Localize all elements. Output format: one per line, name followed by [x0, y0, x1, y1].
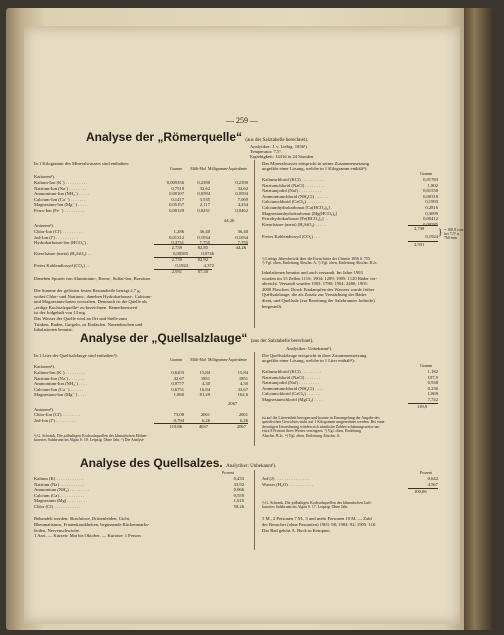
lauge-right-intro-2: ungefähr einer Lösung, welche in 1 Liter enthält³):	[262, 358, 355, 363]
lauge-salt-row	[262, 380, 438, 385]
lauge-kation-gramm: 42,67	[173, 375, 184, 381]
roemer-co2-brace: }	[438, 227, 443, 237]
quellsalz-right-value: 4,567	[427, 481, 438, 487]
lauge-kation-maeq: 4,30	[239, 381, 248, 387]
quellsalz-title	[80, 456, 276, 470]
quellsalz-right-row	[262, 476, 438, 481]
roemer-kiesel-g: 0,00585	[173, 251, 188, 256]
lauge-kation-gramm: 0,0777	[171, 381, 184, 387]
roemer-head-maeq: Milligramm-Äquivalente	[208, 167, 248, 171]
roemer-anion-mmol: 7,755	[199, 240, 210, 246]
roemer-salt-row	[262, 194, 438, 199]
lauge-anion-row	[34, 412, 248, 417]
roemer-salts-head: Gramm	[420, 172, 432, 176]
roemer-salts-co2-g: 0,1924	[425, 234, 438, 239]
roemer-co2-note-1: = 100,9 ccm	[444, 228, 464, 232]
lauge-left-intro: In 1 Liter der Quellsalzlauge sind enthalten¹):	[34, 353, 118, 358]
lauge-kation-gramm: 1,860	[173, 392, 184, 398]
roemer-kation-label: Magnesium-Ion (Mg˙˙) . . . . .	[34, 202, 89, 208]
lauge-salt-value: 7,742	[427, 397, 438, 402]
roemer-right-para-line: 2000 Flaschen. Durch Eindampfen des Wassers wurde früher	[262, 286, 375, 292]
roemer-kation-gramm: 0,7518	[171, 185, 184, 191]
lauge-kation-mmol: 1851	[200, 375, 210, 381]
roemer-sum-3	[154, 269, 212, 274]
roemer-co2-label: Freies Kohlendioxyd (CO₂) . .	[34, 263, 90, 268]
quellsalz-left-label: Natrium (Na) . . . . . . . . . . .	[34, 481, 85, 487]
lauge-kation-maeq: 15,84	[237, 370, 248, 375]
page-number: — 259 —	[226, 116, 258, 125]
roemer-co2-note-3: 760 mm	[444, 236, 457, 240]
lauge-meta: Analytiker: Unbekannt¹).	[286, 346, 333, 351]
roemer-salt-label: Ferrohydrokarbonat [Fe(HCO₃)₂] . .	[262, 216, 329, 222]
lauge-right-fn-line: derartigen Umrechnung würden sich sämtliche Zahlen schätzungsweise um	[262, 424, 380, 429]
lauge-left-fn-2: kurortes Salzbrunn im Algäu S. 18. Leipzig. Ohne Jahr. ²) Die Analyse	[34, 438, 144, 442]
roemer-right-intro-2: ungefähr einer Lösung, welche in 1 Kilogramm enthält³):	[262, 166, 368, 171]
roemer-kation-label: Kalium-Ion (K˙) . . . . . . . . . .	[34, 180, 88, 185]
roemer-anion-row	[34, 235, 248, 240]
roemer-salt-value: 0,00585	[423, 221, 438, 227]
lauge-kation-row	[34, 392, 248, 397]
roemer-para-line: und Magnesium-Ionen vorwalten. Demnach ist die Quelle als	[34, 299, 148, 305]
roemer-co2-g: 0,1924	[175, 263, 188, 268]
roemer-kation-gramm: 0,009356	[166, 180, 184, 185]
roemer-kation-gramm: 0,00107	[169, 191, 184, 197]
roemer-salt-value: 0,2816	[425, 205, 438, 210]
roemer-sum3-mmol: 87,30	[197, 269, 208, 274]
roemer-salt-row	[262, 216, 438, 221]
roemer-right-para-line: Quellsalzlauge, die als Zusatz zur Verstärkung der Bäder	[262, 292, 367, 298]
lauge-salt-label: Natriumchlorid (NaCl) . . . . . . .	[262, 374, 321, 380]
lauge-head-gramm: Gramm	[170, 358, 182, 362]
roemer-salt-label: Magnesiumhydrokarbonat [Mg(HCO₃)₂]	[262, 210, 338, 216]
roemer-title	[86, 130, 308, 144]
roemer-anion-gramm: 1,286	[173, 229, 184, 234]
roemer-anion-label: Chlor-Ion (Cl') . . . . . . . . .	[34, 229, 83, 234]
roemer-anion-gramm: 0,4731	[171, 240, 184, 246]
quellsalz-right-label: Jod (J) . . . . . . . . . . . . . . .	[262, 476, 309, 481]
lauge-salt-value: 0,230	[427, 385, 438, 391]
roemer-title-note: (aus der Salztabelle berechnet).	[245, 138, 309, 143]
roemer-para-line: wobei Chlor- und Natrium-, daneben Hydrokarbonat-, Calcium-	[34, 293, 152, 299]
lauge-right-fn-line: ist auf die Litereinheit bezogen und konnte in Ermangelung der Angabe des	[262, 416, 380, 420]
quellsalz-right-para-line: Das Bad gehört A. Buck in Kempten.	[262, 527, 331, 533]
quellsalz-left-label: Chlor (Cl) . . . . . . . . . . . .	[34, 504, 81, 509]
lauge-kation-mmol: 16,84	[199, 386, 210, 392]
roemer-kiesel	[34, 251, 214, 256]
lauge-kation-row	[34, 387, 248, 392]
lauge-kation-maeq: 1851	[238, 375, 248, 381]
lauge-right-fn-line: etwa 8 Prozent ihres Wertes verringern. ³) Vgl. oben, Einleitung	[262, 429, 362, 434]
lauge-title	[80, 331, 314, 345]
lauge-kationen-label: Kationen²).	[34, 364, 55, 369]
roemer-salt-value: 0,01783	[423, 177, 438, 182]
roemer-kation-maeq: 4,234	[237, 202, 248, 208]
lauge-salt-value: 107,9	[427, 374, 438, 380]
roemer-para-line: „erdige Kochsalzquelle“ zu bezeichnen. Bemerkenswert	[34, 304, 138, 310]
roemer-spuren: Daneben Spuren von Aluminium-, Brom-, Sulfat-Ion, Borsäure.	[34, 276, 152, 281]
roemer-para-line: Die Summe der gelösten festen Bestandteile beträgt 2,7 g,	[34, 288, 141, 293]
lauge-salt-row	[262, 386, 438, 391]
lauge-salt-label: Magnesiumchlorid (MgCl₂) . . . .	[262, 397, 323, 402]
roemer-kation-mmol: 0,0231	[197, 208, 210, 213]
lauge-sum-mmol: 4037	[198, 424, 208, 429]
roemer-para-line: Das Wasser der Quelle wird an Ort und Stelle zum	[34, 316, 127, 321]
roemer-kiesel-label: Kieselsäure (meta) (H₂SiO₃) . .	[34, 251, 92, 256]
lauge-anion-label: Chlor-Ion (Cl') . . . . . . . .	[34, 412, 80, 417]
quellsalz-left-row	[34, 487, 244, 492]
lauge-salt-row	[262, 391, 438, 396]
lauge-right-fn-line: spezifischen Gewichtes nicht auf 1 Kilogramm umgerechnet werden. Bei einer	[262, 420, 385, 425]
quellsalz-left-para-line: leiden, Nervenschwäche.	[34, 527, 81, 533]
quellsalz-left-para-line: Behandelt werden: Skrofulose, Drüsenleiden, Gicht,	[34, 516, 131, 521]
roemer-kationen-sum: 44,26	[224, 218, 235, 223]
roemer-right-fn-1: ¹) Liebigs Jahresbericht über die Fortschritte der Chemie 1856 S. 755.	[262, 257, 371, 261]
roemer-right-para-line: abreicht. Versandt wurden 1903: 1780; 1904: 2480; 1905:	[262, 281, 369, 287]
roemer-salt-label: Natriumjodid (NaJ) . . . . . . . . . .	[262, 188, 322, 194]
quellsalz-left-para-line: 1 Arzt. — Kurzeit: Mai bis Oktober. — Kurtaxe: 1 Person	[34, 533, 141, 539]
lauge-right-intro-1: Die Quellsalzlauge entspricht in ihrer Zusammensetzung	[262, 353, 367, 358]
quellsalz-column-divider	[254, 470, 255, 550]
quellsalz-left-label: Magnesium (Mg) . . . . . . . . .	[34, 498, 87, 504]
roemer-head-mmol: Milli-Mol	[190, 167, 206, 171]
lauge-anion-mmol: 6,26	[201, 417, 210, 423]
lauge-salt-label: Calciumchlorid (CaCl₂) . . . . . .	[262, 391, 320, 397]
roemer-salts-sum: 2,739	[414, 226, 425, 231]
roemer-anion-maeq: 7,755	[237, 240, 248, 246]
roemer-right-para-line: hergestellt.	[262, 303, 283, 309]
roemer-co2-note-2: bei 7,5° u.	[444, 232, 461, 236]
roemer-sum2-mmol: 82,92	[197, 257, 208, 262]
quellsalz-left-label: Ammonium (NH₄) . . . . . . . . .	[34, 487, 90, 493]
quellsalz-left-label: Calcium (Ca) . . . . . . . . . . .	[34, 492, 85, 498]
lauge-salts-head: Gramm	[420, 364, 432, 368]
lauge-kation-gramm: 0,6751	[171, 386, 184, 392]
roemer-kation-row	[34, 197, 248, 202]
lauge-anion-label: Jod-Ion (J') . . . . . . . . .	[34, 417, 76, 423]
lauge-kation-label: Natrium-Ion (Na˙) . . . . . . .	[34, 375, 85, 381]
roemer-anion-maeq: 0,1034	[235, 234, 248, 240]
roemer-right-para-line: wurden im 15 Zellen 1116; 1904: 1289; 1905: 1120 Bäder ver-	[262, 275, 378, 281]
roemer-salt-label: Calciumchlorid (CaCl₂) . . . . . . . .	[262, 199, 325, 205]
quellsalz-left-value: 0,559	[233, 492, 244, 498]
quellsalz-left-value: 58,26	[233, 504, 244, 509]
lauge-title-note: (aus der Salztabelle berechnet).	[250, 339, 314, 344]
roemer-salt-label: Ammoniumchlorid (NH₄Cl) . . . . . .	[262, 193, 328, 199]
book-binding	[6, 8, 494, 630]
roemer-anion-gramm: 0,01312	[169, 234, 184, 240]
roemer-kation-label: Ferro-Ion (Fe˙˙) . . . . . . . . .	[34, 208, 85, 213]
roemer-salt-row	[262, 199, 438, 204]
quellsalz-left-para-line: Rheumatismus, Frauenkrankheiten, beginnende Rückenmarks-	[34, 521, 150, 527]
roemer-salt-row	[262, 188, 438, 193]
quellsalz-left-label: Kalium (K) . . . . . . . . . . . .	[34, 476, 83, 481]
quellsalz-right-para-line: 5 M., 2 Personen 7 M., 3 und mehr Personen 10 M. — Zahl	[262, 516, 372, 521]
lauge-right-fn-line: Abschn. B.2c. ⁴) Vgl. oben, Einleitung Abschn. A.	[262, 433, 341, 438]
roemer-kation-row	[34, 191, 248, 196]
lauge-kation-label: Magnesium-Ion (Mg˙˙) . . . .	[34, 392, 87, 398]
lauge-left-fn-1: ¹) G. Schrank, Die jodhaltigen Kochsalzquellen des klimatischen Höhen-	[34, 434, 148, 438]
roemer-left-intro: In 1 Kilogramm des Mineralwassers sind enthalten:	[34, 161, 129, 166]
roemer-salt-row	[262, 177, 438, 182]
roemer-salt-row	[262, 211, 438, 216]
roemer-kation-label: Natrium-Ion (Na˙) . . . . . . . .	[34, 185, 87, 191]
quellsalz-left-value: 0,066	[233, 487, 244, 493]
quellsalz-left-row	[34, 493, 244, 498]
roemer-salt-value: 0,1993	[425, 199, 438, 205]
roemer-kation-gramm: 0,05157	[169, 202, 184, 208]
roemer-salt-value: 0,01550	[423, 188, 438, 194]
lauge-title-text: Analyse der „Quellsalzlauge“	[80, 331, 248, 345]
roemer-co2-mmol: 4,372	[203, 263, 214, 268]
roemer-kation-mmol: 0,0594	[197, 191, 210, 197]
quellsalz-left-row	[34, 482, 244, 487]
roemer-salts-co2	[262, 234, 438, 239]
lauge-salt-value: 0,938	[427, 380, 438, 386]
quellsalz-right-fn-1: ¹) G. Schrank, Die jodhaltigen Kochsalzquellen des klimatischen Luft-	[262, 501, 372, 505]
roemer-head-gramm: Gramm	[170, 167, 182, 171]
lauge-sum	[154, 424, 248, 429]
roemer-column-divider	[254, 160, 255, 328]
quellsalz-left-row	[34, 476, 244, 481]
roemer-kation-mmol: 2,117	[199, 202, 210, 208]
lauge-anion-mmol: 2061	[200, 412, 210, 417]
quellsalz-right-total: 100,06	[414, 489, 427, 494]
roemer-salt-row	[262, 183, 438, 188]
roemer-kation-gramm: 0,1417	[171, 196, 184, 202]
lauge-head-maeq: Milligramm-Äquivalente	[208, 358, 248, 362]
quellsalz-right-row	[262, 482, 438, 487]
roemer-kation-row	[34, 202, 248, 207]
roemer-kation-mmol: 0,2390	[197, 180, 210, 185]
roemer-kationen-label: Kationen²).	[34, 174, 55, 179]
roemer-kation-label: Ammonium-Ion (NH₄˙) . . . . .	[34, 191, 90, 197]
roemer-para-line: Inhalationen benutzt.	[34, 327, 73, 333]
roemer-co2	[34, 263, 214, 268]
roemer-right-intro-1: Das Mineralwasser entspricht in seiner Zusammensetzung	[262, 161, 370, 166]
quellsalz-title-text: Analyse des Quellsalzes.	[80, 456, 223, 470]
book-page	[24, 26, 464, 624]
lauge-kationen-sum: 2067	[228, 401, 238, 406]
roemer-kation-maeq: 0,2390	[235, 180, 248, 185]
lauge-salts-total: 119,9	[417, 404, 428, 409]
lauge-sum-maeq: 2067	[236, 424, 246, 429]
roemer-sum2-g: 2,739	[171, 257, 182, 262]
quellsalz-right-label: Wasser (H₂O) . . . . . . . . . . .	[262, 481, 313, 487]
roemer-anionen-label: Anionen²).	[34, 223, 54, 228]
roemer-anion-label: Jod-Ion (J') . . . . . . . . . .	[34, 234, 78, 240]
roemer-salt-value: 0,00318	[423, 193, 438, 199]
roemer-kation-maeq: 0,0462	[235, 208, 248, 213]
lauge-kation-mmol: 4,30	[201, 381, 210, 387]
lauge-salt-row	[262, 397, 438, 402]
lauge-kation-gramm: 0,6203	[171, 370, 184, 375]
quellsalz-meta: Analytiker: Unbekannt¹).	[226, 464, 277, 469]
roemer-sum1-maeq: 44,26	[235, 245, 246, 250]
quellsalz-left-row	[34, 498, 244, 503]
roemer-sum-1	[154, 245, 248, 250]
lauge-kation-row	[34, 381, 248, 386]
roemer-kation-label: Calcium-Ion (Ca˙˙) . . . . . . .	[34, 196, 86, 202]
roemer-kiesel-mmol: 0,0746	[201, 251, 214, 256]
roemer-salt-value: 0,00412	[423, 216, 438, 222]
quellsalz-right-value: 0,642	[427, 476, 438, 481]
lauge-anion-gramm: 0,794	[173, 417, 184, 423]
quellsalz-head-right: Prozent	[420, 471, 432, 475]
lauge-kation-row	[34, 370, 248, 375]
roemer-para-line: Trinken, Baden, Gurgeln, zu Einläufen, Nasenduschen und	[34, 321, 143, 327]
roemer-salt-label: Natriumchlorid (NaCl) . . . . . . . . .	[262, 182, 325, 188]
lauge-kation-row	[34, 376, 248, 381]
lauge-salt-row	[262, 375, 438, 380]
roemer-salt-label: Kaliumchlorid (KCl) . . . . . . . . . .	[262, 177, 324, 182]
lauge-kation-mmol: 15,84	[199, 370, 210, 375]
roemer-right-fn-2: ²) Vgl. oben, Einleitung Abschn. A. ³) Vgl. oben, Einleitung Abschn. B.2c.	[262, 261, 378, 265]
roemer-kation-gramm: 0,00129	[169, 208, 184, 213]
quellsalz-left-row	[34, 504, 244, 509]
roemer-sum1-g: 2,739	[171, 245, 182, 250]
lauge-salt-value: 1,869	[427, 391, 438, 397]
lauge-salt-value: 1,182	[427, 369, 438, 374]
roemer-meta-3: Ergiebigkeit: 144 hl in 24 Stunden.	[250, 154, 315, 159]
roemer-kation-maeq: 0,0594	[235, 191, 248, 197]
lauge-salt-label: Natriumjodid (NaJ) . . . . . . . . .	[262, 380, 319, 386]
roemer-meta-1: Analytiker: J. v. Liebig. 1856¹).	[250, 144, 308, 149]
lauge-anionen-label: Anionen²).	[34, 407, 54, 412]
roemer-salt-value: 1,802	[427, 182, 438, 188]
lauge-head-mmol: Milli-Mol	[190, 358, 206, 362]
lauge-kation-mmol: 81,29	[199, 392, 210, 398]
roemer-para-line: ist der Jodgehalt von 13 mg.	[34, 310, 87, 316]
lauge-kation-label: Ammonium-Ion (NH₄˙) . . . .	[34, 381, 88, 387]
roemer-sum3-g: 2,931	[171, 269, 182, 274]
lauge-salt-label: Kaliumchlorid (KCl) . . . . . . . . .	[262, 369, 322, 374]
roemer-sum1-mmol: 82,85	[197, 245, 208, 250]
roemer-kation-row	[34, 186, 248, 191]
roemer-salts-co2-label: Freies Kohlendioxyd (CO₂) . . .	[262, 234, 320, 239]
roemer-anion-maeq: 36,40	[237, 229, 248, 234]
quellsalz-head-left: Prozent	[222, 471, 234, 475]
roemer-kation-mmol: 32,62	[199, 185, 210, 191]
roemer-anion-mmol: 36,40	[199, 229, 210, 234]
quellsalz-right-para-line: der Besucher (ohne Passanten) 1903: 98; 1904: 92; 1905: 110.	[262, 521, 377, 527]
roemer-salt-value: 0,3099	[425, 210, 438, 216]
roemer-salt-row	[262, 205, 438, 210]
quellsalz-left-value: 33,92	[233, 481, 244, 487]
roemer-kation-maeq: 32,62	[237, 185, 248, 191]
lauge-sum-g: 119,86	[169, 424, 182, 429]
roemer-meta-2: Temperatur: 7,5°.	[250, 149, 283, 154]
roemer-kation-mmol: 3,535	[199, 196, 210, 202]
quellsalz-right-fn-2: kurortes Salzbrunn im Algäu S. 17. Leipzig. Ohne Jahr.	[262, 505, 349, 509]
lauge-anion-gramm: 73,08	[173, 412, 184, 417]
lauge-kation-maeq: 33,67	[237, 386, 248, 392]
roemer-kation-row	[34, 180, 248, 185]
roemer-salt-label: Calciumhydrokarbonat [Ca(HCO₃)₂] .	[262, 205, 332, 210]
roemer-sum-2	[154, 257, 212, 262]
lauge-anion-maeq: 2061	[238, 412, 248, 417]
roemer-anion-label: Hydrokarbonat-Ion (HCO₃') .	[34, 240, 89, 246]
roemer-right-para-line: Inhalationen benutzt und auch versandt. Im Jahre 1903	[262, 270, 363, 275]
roemer-salts-total: 2,931	[414, 242, 425, 247]
quellsalz-left-value: 0,433	[233, 476, 244, 481]
lauge-kation-maeq: 162,6	[237, 392, 248, 398]
lauge-column-divider	[254, 352, 255, 446]
quellsalz-left-value: 1,610	[233, 498, 244, 504]
lauge-kation-label: Kalium-Ion (K˙) . . . . . . . . .	[34, 370, 86, 375]
roemer-kation-row	[34, 208, 248, 213]
lauge-salt-label: Ammoniumchlorid (NH₄Cl) . . . .	[262, 385, 324, 391]
roemer-title-text: Analyse der „Römerquelle“	[86, 130, 243, 144]
roemer-right-para-line: dient, und Quellsalz (zur Bereitung der Salzbrunner Jodseife)	[262, 298, 375, 303]
roemer-anion-row	[34, 229, 248, 234]
roemer-anion-mmol: 0,1034	[197, 234, 210, 240]
roemer-kation-maeq: 7,069	[237, 196, 248, 202]
roemer-salt-label: Kieselsäure (meta) (H₂SiO₃) . . . . .	[262, 221, 326, 227]
lauge-kation-label: Calcium-Ion (Ca˙˙) . . . . . .	[34, 386, 84, 392]
book-spine	[464, 8, 494, 630]
lauge-anion-maeq: 6,26	[239, 417, 248, 423]
lauge-salt-row	[262, 369, 438, 374]
